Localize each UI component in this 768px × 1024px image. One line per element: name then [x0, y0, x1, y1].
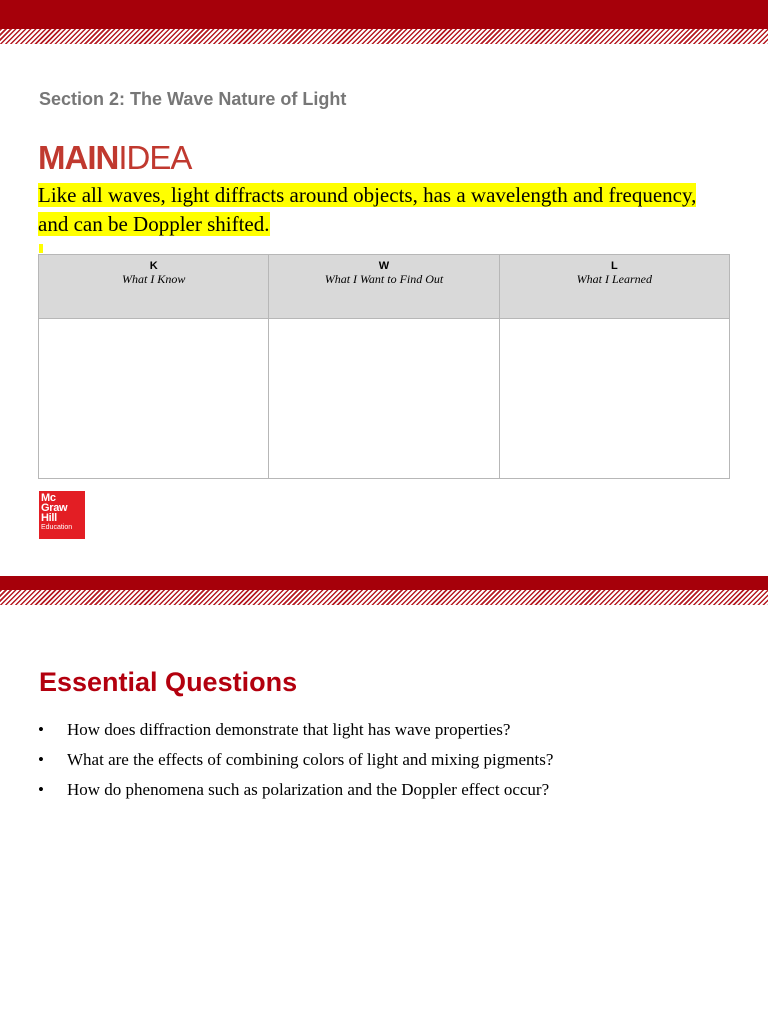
essential-questions-title: Essential Questions — [39, 667, 298, 697]
logo-line-education: Education — [41, 524, 73, 531]
kwl-table — [38, 254, 730, 479]
logo-line-hill: Hill — [41, 512, 57, 524]
kwl-header-know — [39, 255, 269, 319]
kwl-label-know: What I Know — [121, 272, 186, 286]
mcgraw-hill-logo — [39, 491, 85, 539]
question-text: How does diffraction demonstrate that light has wave properties? — [67, 720, 511, 739]
kwl-body-row — [39, 319, 730, 479]
main-idea-heading — [38, 138, 191, 178]
kwl-cell-want[interactable] — [269, 319, 499, 479]
kwl-letter-k: K — [149, 260, 158, 272]
kwl-header-learned — [499, 255, 729, 319]
top-header-band — [0, 0, 768, 29]
question-text: How do phenomena such as polarization and the Doppler effect occur? — [67, 780, 550, 799]
question-text: What are the effects of combining colors of light and mixing pigments? — [67, 750, 554, 769]
kwl-letter-w: W — [378, 260, 390, 272]
kwl-header-row — [39, 255, 730, 319]
list-item — [38, 748, 553, 778]
logo-line-graw: Graw — [41, 502, 68, 514]
list-item — [38, 778, 553, 808]
kwl-header-want — [269, 255, 499, 319]
kwl-cell-know[interactable] — [39, 319, 269, 479]
main-idea-text — [38, 181, 718, 239]
top-header-hatch — [0, 29, 768, 44]
section-title: Section 2: The Wave Nature of Light — [39, 89, 347, 109]
bullet-icon: • — [38, 780, 44, 799]
kwl-label-learned: What I Learned — [576, 272, 652, 286]
highlight-marker — [39, 244, 43, 253]
logo-line-mc: Mc — [41, 492, 56, 504]
bullet-icon: • — [38, 720, 44, 739]
kwl-cell-learned[interactable] — [499, 319, 729, 479]
second-header-hatch — [0, 590, 768, 605]
list-item — [38, 718, 553, 748]
main-idea-light: IDEA — [118, 139, 192, 176]
main-idea-bold: MAIN — [38, 139, 119, 176]
kwl-label-want: What I Want to Find Out — [324, 272, 444, 286]
essential-questions-list — [38, 718, 553, 808]
bullet-icon: • — [38, 750, 44, 769]
kwl-letter-l: L — [610, 260, 618, 272]
main-idea-text-highlight: Like all waves, light diffracts around objects, has a wavelength and frequency, and can be Doppler shifted. — [38, 183, 697, 236]
